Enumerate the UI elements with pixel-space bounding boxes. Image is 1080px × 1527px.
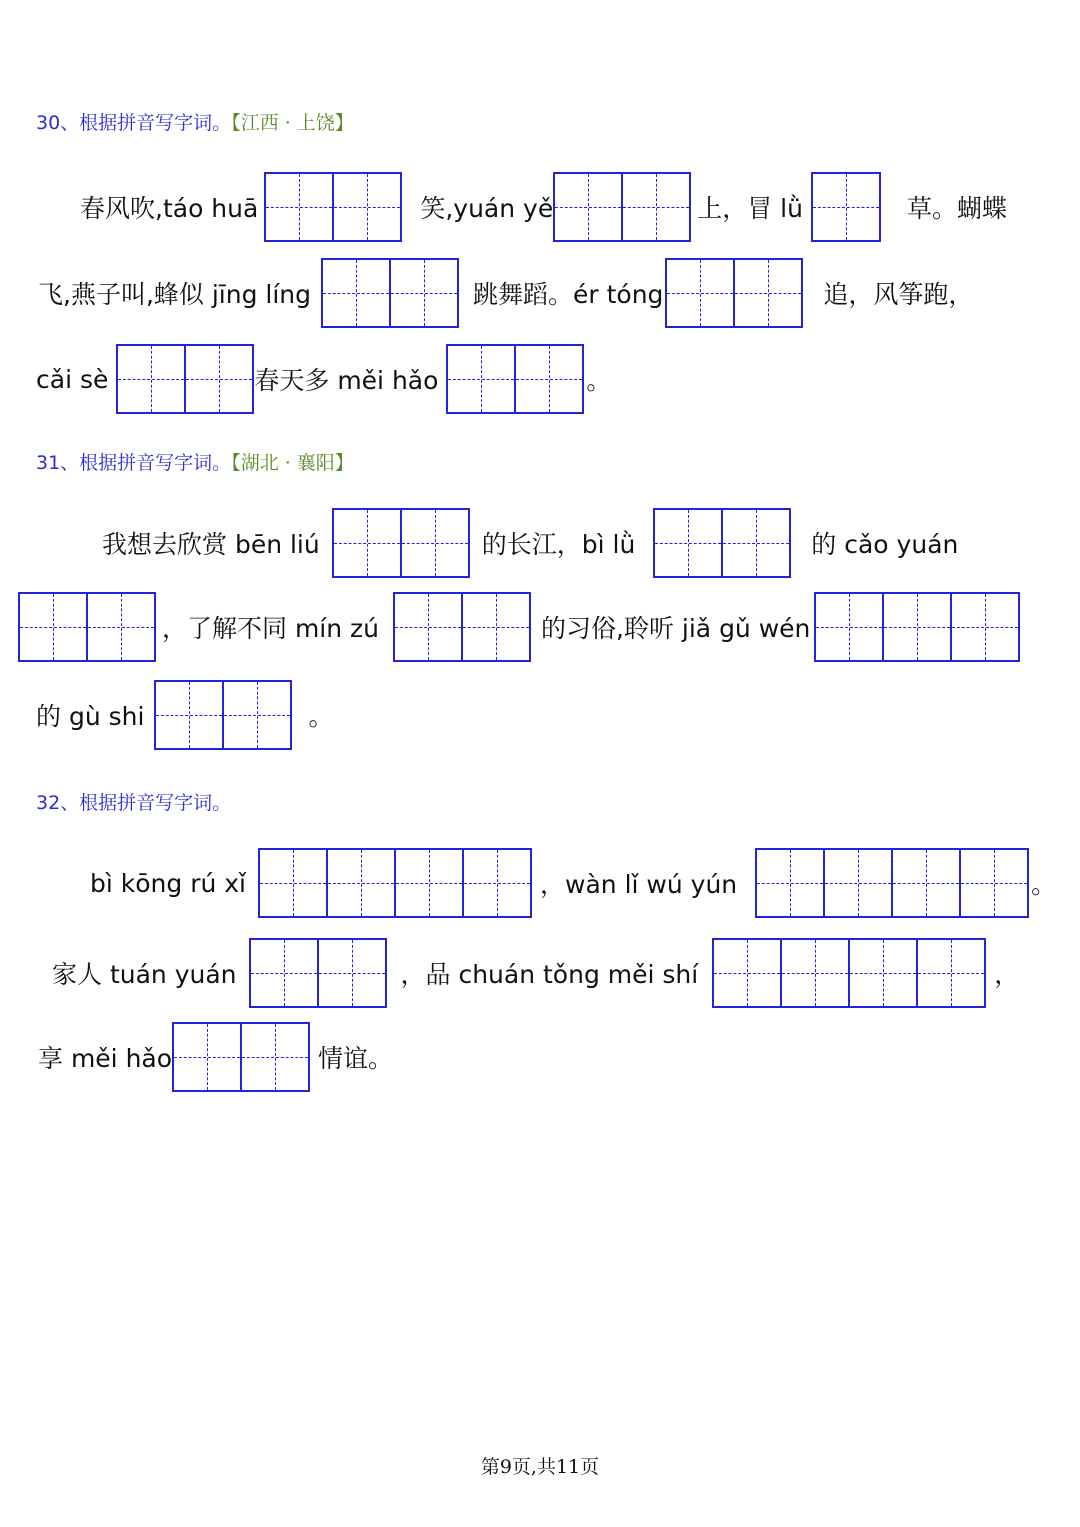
- answer-box-jing-ling[interactable]: [321, 258, 459, 328]
- answer-box-gu-shi[interactable]: [154, 680, 292, 750]
- answer-box-min-zu[interactable]: [393, 592, 531, 662]
- answer-box-lu[interactable]: [811, 172, 881, 242]
- q32-line1-text-1: bì kōng rú xǐ: [90, 868, 247, 898]
- q31-line2-text-1: ，了解不同 mín zú: [162, 614, 380, 643]
- q30-line3-text-3: 。: [586, 366, 612, 395]
- answer-box-bi-kong-ru-xi[interactable]: [258, 848, 532, 918]
- q31-line-1: [102, 508, 958, 578]
- q32-line1-text-3: 。: [1031, 870, 1057, 899]
- q30-line-1: [80, 172, 1007, 242]
- q31-line1-text-1: 我想去欣赏 bēn liú: [102, 530, 320, 559]
- question-31-instruction: 31、根据拼音写字词。: [36, 452, 232, 474]
- q32-line-1: [90, 848, 1056, 918]
- q30-line3-text-2: 春天多 měi hǎo: [254, 366, 439, 395]
- question-30-instruction: 30、根据拼音写字词。: [36, 112, 232, 134]
- q31-line3-text-1: 的 gù shi: [36, 702, 145, 731]
- q32-line3-text-1: 享 měi hǎo: [38, 1044, 173, 1073]
- q31-line2-text-2: 的习俗,聆听 jiǎ gǔ wén: [541, 614, 811, 643]
- answer-box-cai-se[interactable]: [116, 344, 254, 414]
- answer-box-mei-hao[interactable]: [446, 344, 584, 414]
- question-31-title: [36, 448, 354, 475]
- question-30-title: [36, 108, 354, 135]
- answer-box-jia-gu-wen[interactable]: [814, 592, 1020, 662]
- answer-box-cao-yuan[interactable]: [18, 592, 156, 662]
- answer-box-mei-hao-2[interactable]: [172, 1022, 310, 1092]
- q30-line2-text-3: 追，风筝跑，: [823, 280, 974, 309]
- q31-line1-text-3: 的 cǎo yuán: [811, 530, 959, 559]
- question-30-source: 【江西 · 上饶】: [231, 112, 354, 134]
- q30-line-2: [38, 258, 973, 328]
- q31-line1-text-2: 的长江，bì lǜ: [481, 530, 636, 559]
- q30-line-3: [36, 344, 611, 414]
- q30-line3-text-1: cǎi sè: [36, 364, 109, 394]
- q30-line1-text-4: 草。蝴蝶: [906, 194, 1007, 223]
- question-32-title: [36, 788, 231, 815]
- q30-line1-text-1: 春风吹,táo huā: [80, 194, 259, 223]
- answer-box-yuan-ye[interactable]: [553, 172, 691, 242]
- page-number-footer: 第9页,共11页: [480, 1456, 600, 1478]
- q32-line2-text-1: 家人 tuán yuán: [52, 960, 237, 989]
- q32-line-3: [38, 1022, 393, 1092]
- q32-line2-text-2: ，品 chuán tǒng měi shí: [400, 960, 699, 989]
- question-31-source: 【湖北 · 襄阳】: [231, 452, 354, 474]
- answer-box-er-tong[interactable]: [665, 258, 803, 328]
- answer-box-wan-li-wu-yun[interactable]: [755, 848, 1029, 918]
- q30-line1-text-3: 上，冒 lǜ: [697, 194, 803, 223]
- answer-box-tao-hua[interactable]: [264, 172, 402, 242]
- answer-box-tuan-yuan[interactable]: [249, 938, 387, 1008]
- q31-line-2: [18, 592, 1020, 662]
- q32-line2-text-3: ，: [994, 960, 1020, 989]
- q30-line2-text-1: 飞,燕子叫,蜂似 jīng líng: [38, 280, 311, 309]
- q31-line-3: [36, 680, 333, 750]
- q31-line3-text-2: 。: [308, 702, 334, 731]
- q32-line3-text-2: 情谊。: [318, 1044, 394, 1073]
- q30-line1-text-2: 笑,yuán yě: [420, 194, 554, 223]
- answer-box-ben-liu[interactable]: [332, 508, 470, 578]
- q30-line2-text-2: 跳舞蹈。ér tóng: [473, 280, 664, 309]
- q32-line-2: [52, 938, 1019, 1008]
- answer-box-bi-lu[interactable]: [653, 508, 791, 578]
- answer-box-chuan-tong-mei-shi[interactable]: [712, 938, 986, 1008]
- question-32-instruction: 32、根据拼音写字词。: [36, 792, 232, 814]
- q32-line1-text-2: ，wàn lǐ wú yún: [540, 870, 738, 899]
